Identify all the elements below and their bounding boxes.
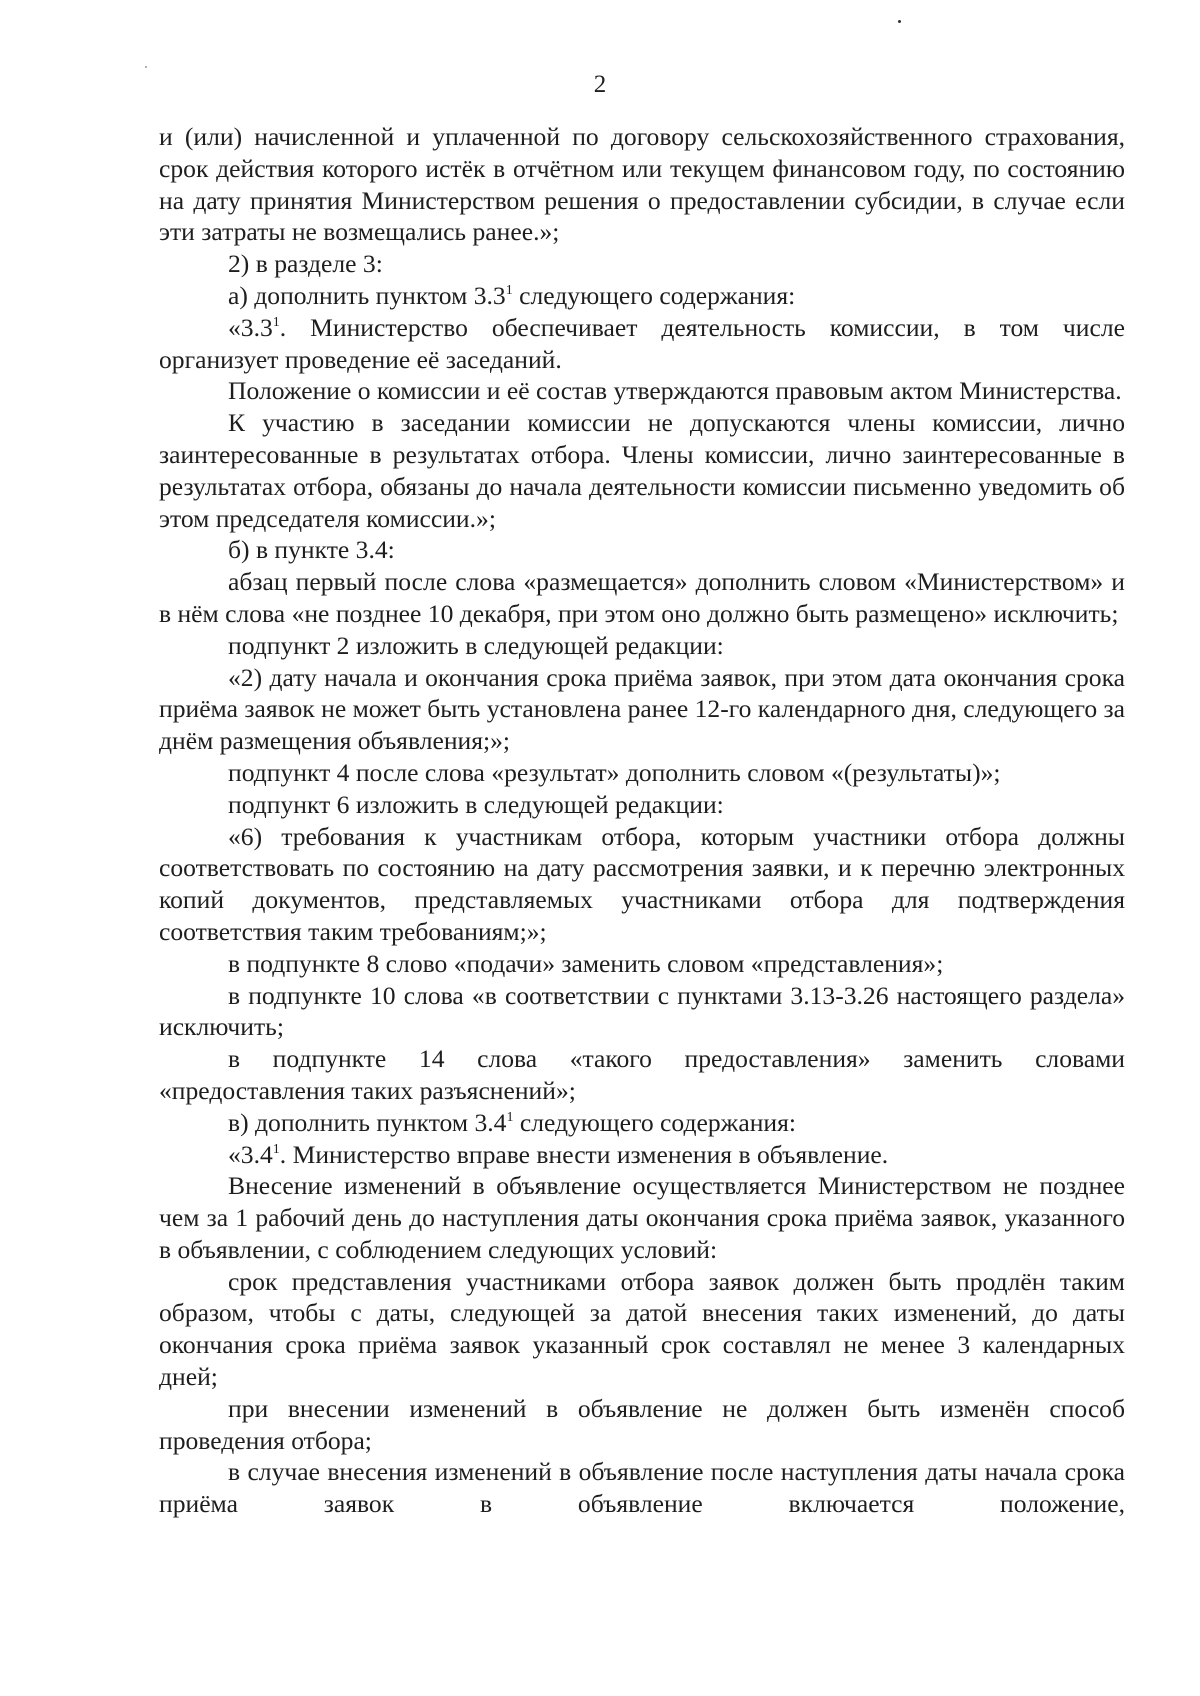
scan-speck [898,20,901,23]
paragraph: и (или) начисленной и уплаченной по договору сельскохозяйственного страхования, срок действия которого истёк в отчётном или текущем финансовом году, по состоянию на дату принятия Министерством решения о предоставлении субсидии, в случае если эти затраты не возмещались ранее.»; [159,122,1125,247]
scan-speck [145,66,147,68]
paragraph: 2) в разделе 3: [228,249,383,279]
superscript-index: 1 [506,1109,514,1125]
paragraph: «$3.4^1$. Министерство вправе внести изменения в объявление. [228,1139,889,1169]
paragraph: в подпункте 14 слова «такого предоставления» заменить словами «предоставления таких разъяснений»; [159,1044,1125,1105]
superscript-index: 1 [272,314,280,330]
paragraph: подпункт 4 после слова «результат» дополнить словом «(результаты)»; [228,757,1001,787]
paragraph: подпункт 6 изложить в следующей редакции: [228,789,724,819]
paragraph: «$3.3^1$. Министерство обеспечивает деятельность комиссии, в том числе организует проведение её заседаний. [159,312,1125,374]
paragraph: в) дополнить пунктом $3.4^1$ следующего содержания: [228,1107,796,1137]
superscript-index: 1 [272,1141,280,1157]
paragraph: срок представления участниками отбора заявок должен быть продлён таким образом, чтобы с даты, следующей за датой внесения таких изменений, до даты окончания срока приёма заявок указанный срок составлял не менее 3 календарных дней; [159,1266,1125,1392]
paragraph: б) в пункте 3.4: [228,535,395,565]
paragraph: в подпункте 10 слова «в соответствии с пунктами 3.13-3.26 настоящего раздела» исключить; [159,980,1125,1042]
paragraph: «2) дату начала и окончания срока приёма заявок, при этом дата окончания срока приёма заявок не может быть установлена ранее 12-го календарного дня, следующего за днём размещения объявления;»; [159,662,1125,756]
paragraph: К участию в заседании комиссии не допускаются члены комиссии, лично заинтересованные в результатах отбора. Члены комиссии, лично заинтересованные в результатах отбора, обязаны до начала деятельности комиссии письменно уведомить об этом председателя комиссии.»; [159,408,1125,533]
paragraph: в подпункте 8 слово «подачи» заменить словом «представления»; [228,948,944,978]
paragraph: Внесение изменений в объявление осуществляется Министерством не позднее чем за 1 рабочий день до наступления даты окончания срока приёма заявок, указанного в объявлении, с соблюдением следующих условий: [159,1171,1125,1264]
superscript-index: 1 [505,282,513,298]
page-number: 2 [593,71,607,98]
paragraph: абзац первый после слова «размещается» дополнить словом «Министерством» и в нём слова «не позднее 10 декабря, при этом оно должно быть размещено» исключить; [159,567,1125,628]
paragraph: а) дополнить пунктом $3.3^1$ следующего содержания: [228,280,796,310]
paragraph: подпункт 2 изложить в следующей редакции: [228,630,724,660]
document-body [159,121,1125,1520]
paragraph: Положение о комиссии и её состав утверждаются правовым актом Министерства. [228,376,1122,406]
paragraph: «6) требования к участникам отбора, которым участники отбора должны соответствовать по состоянию на дату рассмотрения заявки, и к перечню электронных копий документов, представляемых участниками отбора для подтверждения соответствия таким требованиям;»; [159,821,1125,946]
paragraph: в случае внесения изменений в объявление после наступления даты начала срока приёма заявок в объявление включается положение, [159,1457,1125,1519]
paragraph: при внесении изменений в объявление не должен быть изменён способ проведения отбора; [159,1393,1125,1455]
